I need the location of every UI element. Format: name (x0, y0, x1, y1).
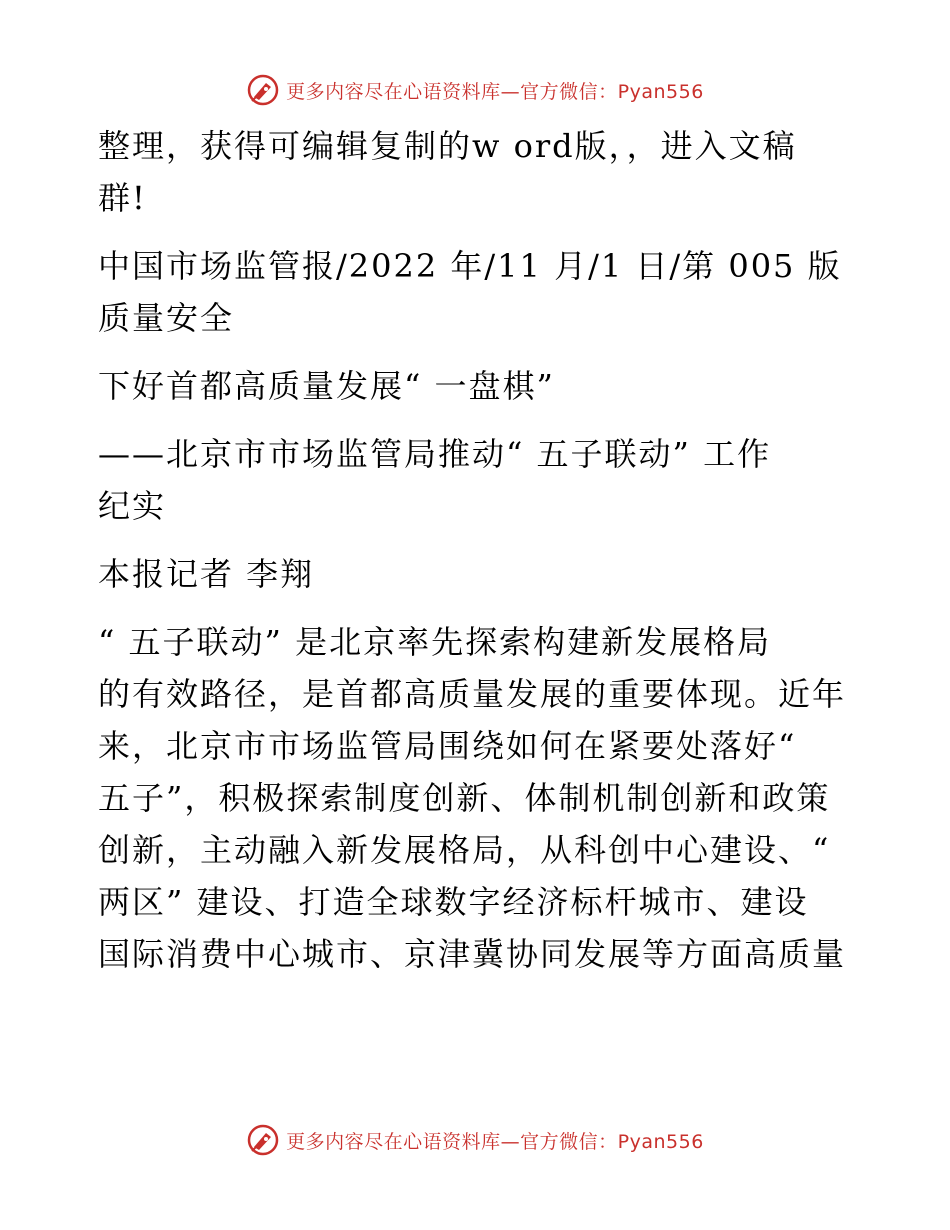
pen-nib-circle-icon (246, 73, 280, 107)
watermark-text: 更多内容尽在心语资料库—官方微信：Pyan556 (286, 1130, 704, 1153)
text-line: 创新，主动融入新发展格局，从科创中心建设、“ (98, 831, 831, 869)
text-line: 的有效路径，是首都高质量发展的重要体现。近年 (98, 675, 847, 713)
pen-nib-circle-icon (246, 1123, 280, 1157)
article-subtitle (98, 428, 850, 532)
text-line: 本报记者 李翔 (98, 555, 315, 593)
text-line: 下好首都高质量发展“ 一盘棋” (98, 367, 555, 405)
document-body (98, 120, 850, 996)
text-line: “ 五子联动” 是北京率先探索构建新发展格局 (98, 623, 772, 661)
text-line: 整理，获得可编辑复制的w ord版，，进入文稿 (98, 127, 797, 165)
text-line: 中国市场监管报/2022 年/11 月/1 日/第 005 版 (98, 247, 842, 285)
text-line: 纪实 (98, 487, 167, 525)
text-line: ——北京市市场监管局推动“ 五子联动” 工作 (98, 435, 772, 473)
text-line: 五子”，积极探索制度创新、体制机制创新和政策 (98, 779, 831, 817)
paragraph-intro (98, 120, 850, 224)
text-line: 两区” 建设、打造全球数字经济标杆城市、建设 (98, 883, 809, 921)
text-line: 来，北京市市场监管局围绕如何在紧要处落好“ (98, 727, 797, 765)
text-line: 质量安全 (98, 299, 235, 337)
watermark-text: 更多内容尽在心语资料库—官方微信：Pyan556 (286, 80, 704, 103)
paragraph-source (98, 240, 850, 344)
header-watermark (0, 70, 950, 110)
footer-watermark (0, 1120, 950, 1160)
article-title (98, 360, 850, 412)
article-body-paragraph (98, 616, 850, 980)
text-line: 国际消费中心城市、京津冀协同发展等方面高质量 (98, 935, 847, 973)
article-byline (98, 548, 850, 600)
text-line: 群! (98, 179, 147, 217)
